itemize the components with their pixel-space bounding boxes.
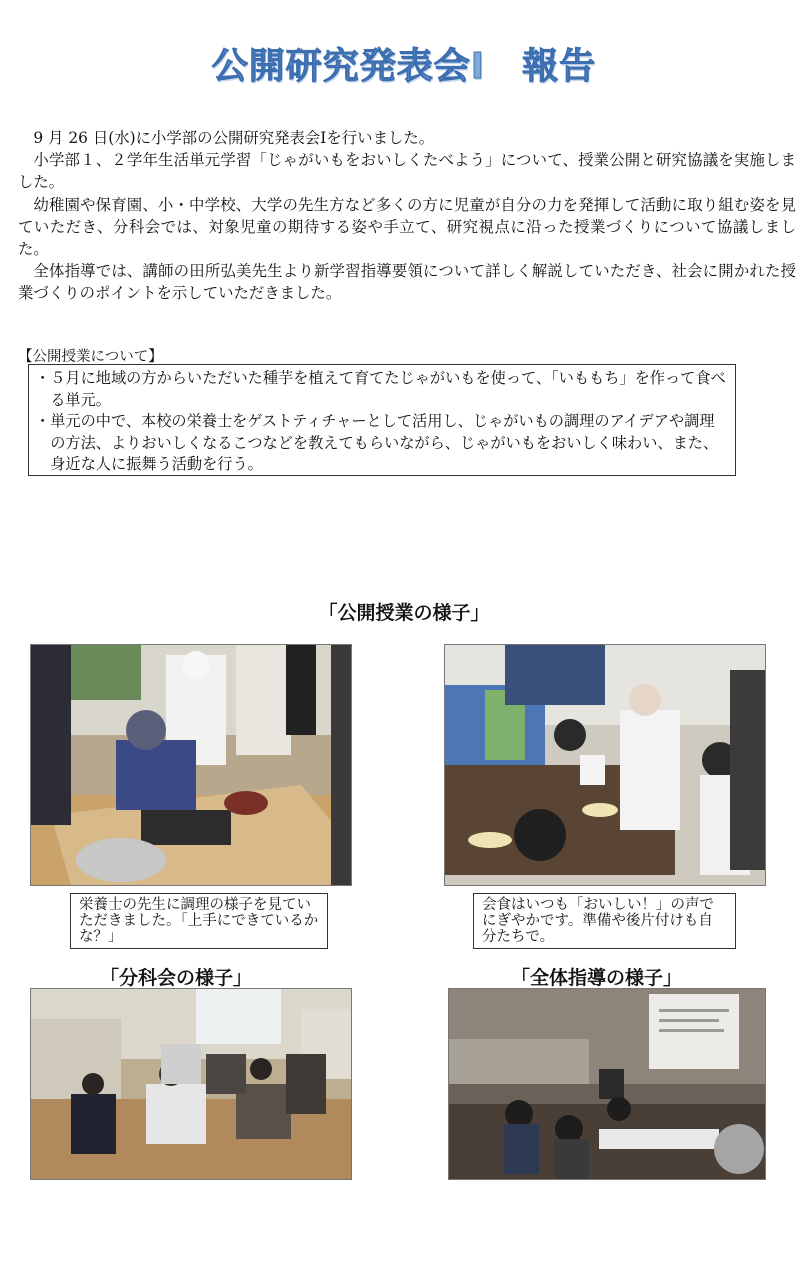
guidance-photo-image xyxy=(449,989,765,1179)
intro-paragraph: 小学部１、２学年生活単元学習「じゃがいもをおいしくたべよう」について、授業公開と研究協議を実施しました。 xyxy=(18,151,796,192)
open-class-box xyxy=(28,364,736,476)
page-title: 公開研究発表会Ⅰ 報告 xyxy=(211,46,597,87)
open-class-item: ・５月に地域の方からいただいた種芋を植えて育てたじゃがいもを使って、「いももち」を作って食べる単元。 xyxy=(35,369,726,409)
guidance-heading: 「全体指導の様子」 xyxy=(511,967,683,989)
cooking-caption: 栄養士の先生に調理の様子を見ていただきました。「上手にできているかな？」 xyxy=(70,893,328,949)
cooking-photo-image xyxy=(31,645,351,885)
intro-paragraph: 幼稚園や保育園、小・中学校、大学の先生方など多くの方に児童が自分の力を発揮して活動に取り組む姿を見ていただき、分科会では、対象児童の期待する姿や手立て、研究視点に沿った授業づくりについて協議しました。 xyxy=(18,195,796,259)
intro-paragraph: 9 月 26 日(水)に小学部の公開研究発表会Ⅰを行いました。 xyxy=(33,129,435,147)
lesson-heading: 「公開授業の様子」 xyxy=(318,602,490,624)
meal-photo xyxy=(444,644,766,886)
subcommittee-photo xyxy=(30,988,352,1180)
intro-paragraph: 全体指導では、講師の田所弘美先生より新学習指導要領について詳しく解説していただき、社会に開かれた授業づくりのポイントを示していただきました。 xyxy=(18,262,796,303)
meal-photo-image xyxy=(445,645,765,885)
guidance-photo xyxy=(448,988,766,1180)
open-class-item: ・単元の中で、本校の栄養士をゲストティチャーとして活用し、じゃがいもの調理のアイデアや調理の方法、よりおいしくなるこつなどを教えてもらいながら、じゃがいもをおいしく味わい、また、身近な人に振舞う活動を行う。 xyxy=(35,412,719,473)
intro-text xyxy=(18,127,796,305)
subcommittee-photo-image xyxy=(31,989,351,1179)
meal-caption: 会食はいつも「おいしい！」の声でにぎやかです。準備や後片付けも自分たちで。 xyxy=(473,893,736,949)
subcommittee-heading: 「分科会の様子」 xyxy=(100,967,253,989)
open-class-label: 【公開授業について】 xyxy=(18,349,163,365)
cooking-photo xyxy=(30,644,352,886)
